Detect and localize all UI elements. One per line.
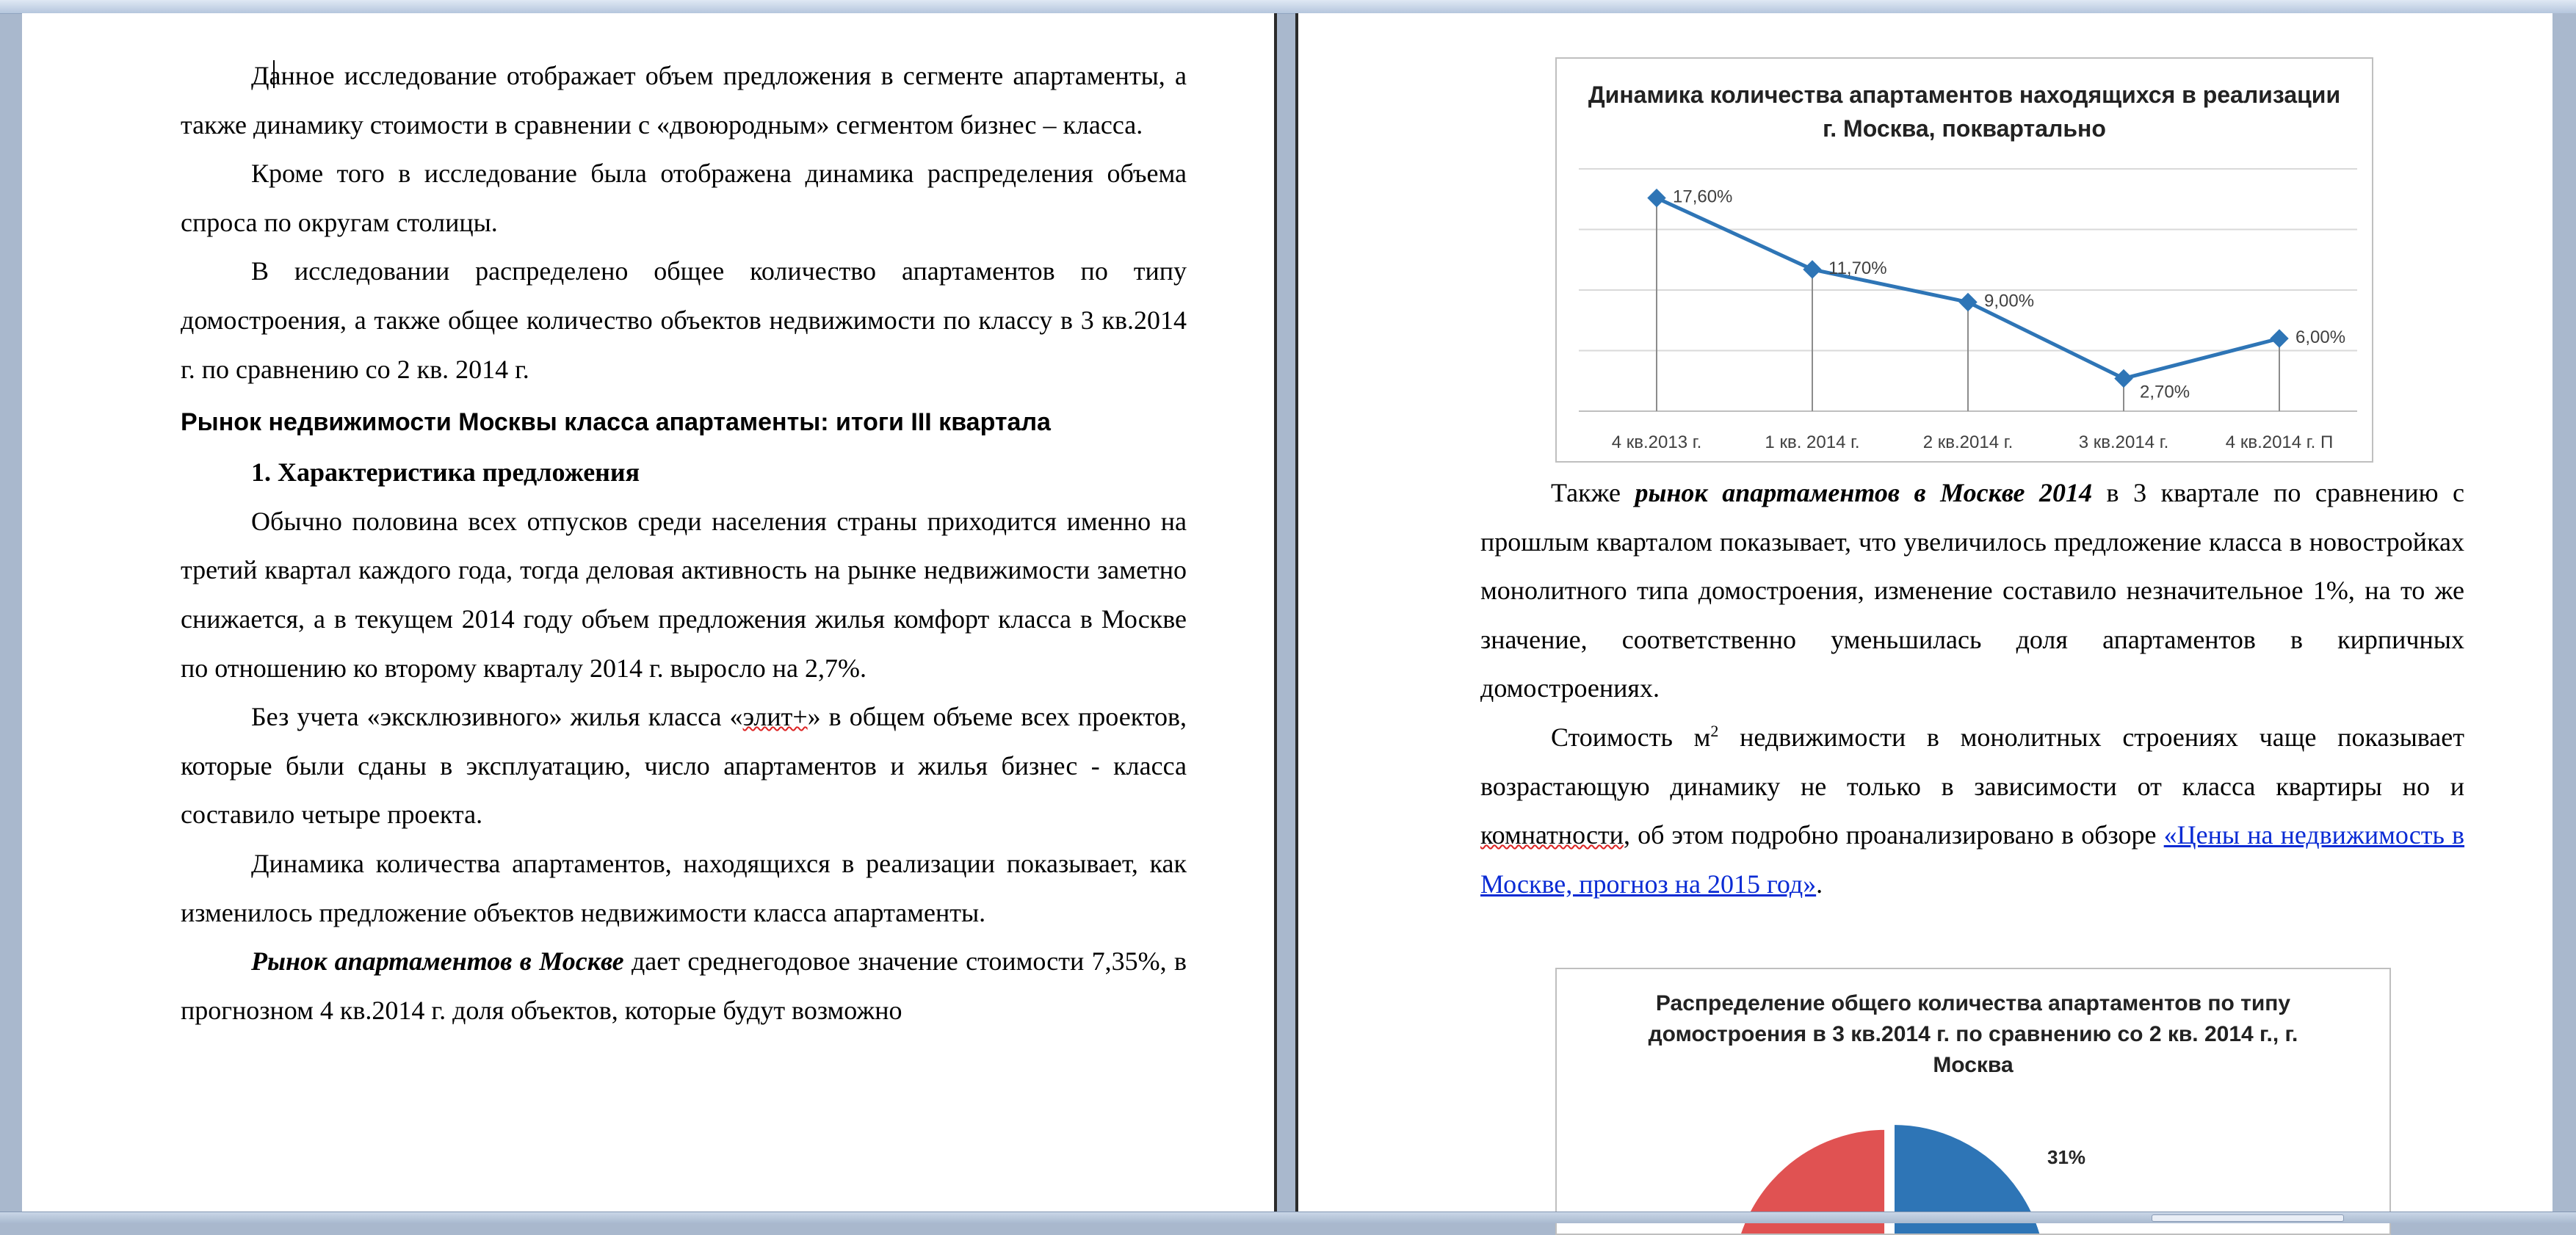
data-label: 6,00% bbox=[2295, 327, 2346, 347]
right-page-text bbox=[1480, 468, 2464, 908]
paragraph-5-start: Без учета «эксклюзивного» жилья класса « bbox=[251, 702, 743, 732]
spellcheck-word: комнатности bbox=[1480, 820, 1624, 850]
paragraph-5 bbox=[181, 692, 1187, 839]
paragraph-right-2-end: . bbox=[1816, 869, 1823, 899]
line-chart-plot bbox=[1557, 59, 2372, 461]
data-label: 2,70% bbox=[2140, 382, 2190, 402]
paragraph-right-2 bbox=[1480, 713, 2464, 908]
data-label: 11,70% bbox=[1828, 258, 1887, 278]
x-tick-label: 2 кв.2014 г. bbox=[1922, 432, 2014, 452]
x-tick-label: 4 кв.2013 г. bbox=[1611, 432, 1702, 452]
paragraph-right-2-start: Стоимость м bbox=[1551, 722, 1711, 752]
section-heading: Рынок недвижимости Москвы класса апартаменты: итоги III квартала bbox=[181, 408, 1051, 437]
data-point bbox=[2114, 369, 2132, 388]
data-point bbox=[1647, 189, 1665, 207]
review-link[interactable]: «Цены на недвижимость в Москве, прогноз на 2015 год» bbox=[1480, 820, 2465, 899]
left-page-text bbox=[181, 51, 1187, 1035]
data-point bbox=[1958, 293, 1977, 311]
data-label: 17,60% bbox=[1673, 186, 1733, 207]
paragraph-7-rest: дает среднегодовое значение стоимости 7,35%, в прогнозном 4 кв.2014 г. доля объектов, которые будут возможно bbox=[181, 946, 1187, 1025]
paragraph-right-1 bbox=[1480, 468, 2464, 713]
paragraph-right-1-rest: в 3 квартале по сравнению с прошлым кварталом показывает, что увеличилось предложение класса в новостройках монолитного типа домостроения, изменение составило незначительное 1%, на то же значение, соответственно уменьшилась доля апартаментов в кирпичных домостроениях. bbox=[1480, 478, 2464, 703]
bold-phrase: рынок апартаментов в Москве 2014 bbox=[1635, 478, 2093, 507]
pie-chart-title: Распределение общего количества апартаментов по типу домостроения в 3 кв.2014 г. по сравнению со 2 кв. 2014 г., г. Москва bbox=[1648, 991, 2298, 1077]
pie-chart bbox=[1555, 968, 2391, 1235]
paragraph-right-1-start: Также bbox=[1551, 478, 1635, 507]
line-chart bbox=[1555, 57, 2373, 463]
data-point bbox=[2270, 329, 2288, 347]
paragraph-intro-2: Кроме того в исследование была отображена динамика распределения объема спроса по округам столицы. bbox=[181, 159, 1187, 237]
paragraph-4: Обычно половина всех отпусков среди населения страны приходится именно на третий квартал каждого года, тогда деловая активность на рынке недвижимости заметно снижается, а в текущем 2014 году объем предложения жилья комфорт класса в Москве по отношению ко второму кварталу 2014 г. выросло на 2,7%. bbox=[181, 506, 1187, 683]
paragraph-6: Динамика количества апартаментов, находящихся в реализации показывает, как изменилось предложение объектов недвижимости класса апартаменты. bbox=[181, 848, 1187, 927]
data-label: 9,00% bbox=[1984, 291, 2035, 311]
pie-label: 31% bbox=[2047, 1146, 2086, 1168]
line-chart-title: Динамика количества апартаментов находящихся в реализации г. Москва, поквартально bbox=[1588, 82, 2341, 142]
paragraph-7 bbox=[181, 937, 1187, 1035]
spellcheck-word: элит+ bbox=[742, 702, 808, 732]
window-top-bar bbox=[0, 0, 2576, 14]
paragraph-intro-3: В исследовании распределено общее количество апартаментов по типу домостроения, а также общее количество объектов недвижимости по классу в 3 кв.2014 г. по сравнению со 2 кв. 2014 г. bbox=[181, 256, 1187, 384]
x-tick-label: 3 кв.2014 г. bbox=[2078, 432, 2169, 452]
workspace-margin bbox=[2553, 13, 2576, 1212]
x-tick-label: 4 кв.2014 г. П bbox=[2225, 432, 2334, 452]
superscript: 2 bbox=[1710, 721, 1719, 740]
paragraph-right-2-after: , об этом подробно проанализировано в обзоре bbox=[1623, 820, 2164, 850]
data-point bbox=[1803, 260, 1821, 278]
horizontal-scrollbar-thumb[interactable] bbox=[2152, 1214, 2344, 1222]
x-tick-label: 1 кв. 2014 г. bbox=[1765, 432, 1860, 452]
paragraph-intro-1: Данное исследование отображает объем предложения в сегменте апартаменты, а также динамику стоимости в сравнении с «двоюродным» сегментом бизнес – класса. bbox=[181, 61, 1187, 140]
subheading: 1. Характеристика предложения bbox=[251, 457, 640, 488]
paragraph-right-2-mid: недвижимости в монолитных строениях чаще показывает возрастающую динамику не только в зависимости от класса квартиры но и bbox=[1480, 722, 2464, 801]
pie-chart-plot bbox=[1557, 969, 2389, 1234]
page-divider bbox=[1274, 13, 1277, 1212]
bold-phrase: Рынок апартаментов в Москве bbox=[251, 946, 624, 977]
paragraph-5-end: » в общем объеме всех проектов, которые были сданы в эксплуатацию, число апартаментов и жилья бизнес - класса составило четыре проекта. bbox=[181, 702, 1187, 830]
